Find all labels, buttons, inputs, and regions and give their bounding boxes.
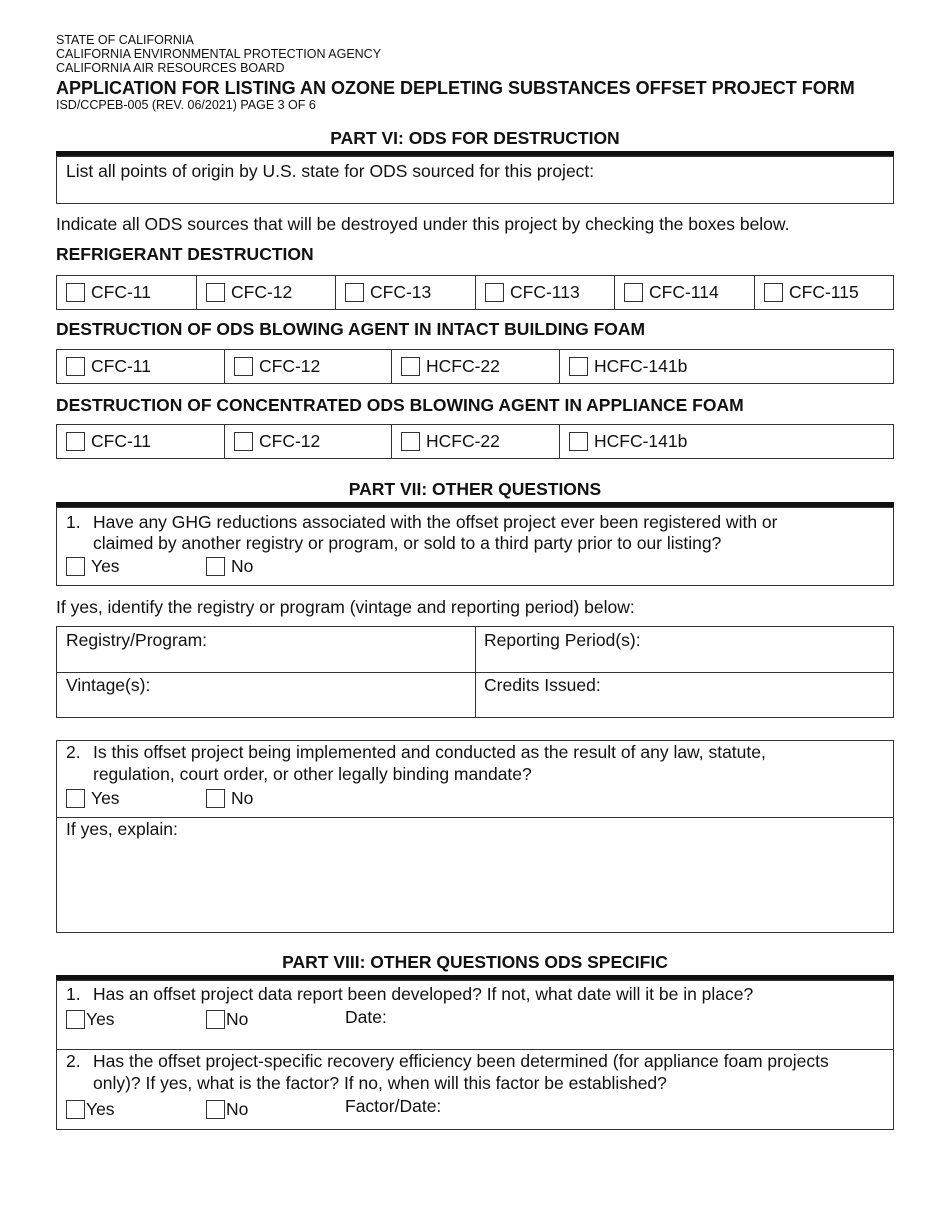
refrigerant-option[interactable]: CFC-113 <box>476 276 615 309</box>
checkbox[interactable] <box>764 283 783 302</box>
checkbox[interactable] <box>234 357 253 376</box>
appliance-foam-heading: DESTRUCTION OF CONCENTRATED ODS BLOWING AGENT IN APPLIANCE FOAM <box>56 395 744 415</box>
refrigerant-option[interactable]: CFC-115 <box>755 276 893 309</box>
q1-line1: Have any GHG reductions associated with the offset project ever been registered with or <box>93 512 778 532</box>
checkbox[interactable] <box>206 557 225 576</box>
appliance-foam-option[interactable]: HCFC-141b <box>560 425 893 458</box>
part8-title: PART VIII: OTHER QUESTIONS ODS SPECIFIC <box>282 952 668 972</box>
q2-number: 2. <box>66 742 81 762</box>
p8-q1-number: 1. <box>66 984 81 1004</box>
p8-q2-line2: only)? If yes, what is the factor? If no, when will this factor be established? <box>93 1073 667 1093</box>
building-foam-option[interactable]: CFC-11 <box>57 350 225 383</box>
part7-title: PART VII: OTHER QUESTIONS <box>348 479 602 499</box>
credits-issued-label[interactable]: Credits Issued: <box>484 675 601 695</box>
refrigerant-option[interactable]: CFC-12 <box>197 276 336 309</box>
building-foam-option[interactable]: HCFC-141b <box>560 350 893 383</box>
refrigerant-option[interactable]: CFC-13 <box>336 276 476 309</box>
part6-title: PART VI: ODS FOR DESTRUCTION <box>330 128 620 148</box>
form-title: APPLICATION FOR LISTING AN OZONE DEPLETING SUBSTANCES OFFSET PROJECT FORM <box>56 78 855 98</box>
q1-line2: claimed by another registry or program, or sold to a third party prior to our listing? <box>93 533 722 553</box>
q1-no-option[interactable]: No <box>206 556 253 577</box>
q1-number: 1. <box>66 512 81 532</box>
p8-q2-number: 2. <box>66 1051 81 1071</box>
checkbox[interactable] <box>66 789 85 808</box>
building-foam-option[interactable]: CFC-12 <box>225 350 392 383</box>
appliance-foam-option[interactable]: CFC-12 <box>225 425 392 458</box>
registry-table <box>56 626 894 718</box>
if-yes-identify: If yes, identify the registry or program (vintage and reporting period) below: <box>56 597 635 617</box>
building-foam-heading: DESTRUCTION OF ODS BLOWING AGENT IN INTACT BUILDING FOAM <box>56 319 646 339</box>
checkbox[interactable] <box>485 283 504 302</box>
vintage-label[interactable]: Vintage(s): <box>66 675 151 695</box>
header-state: STATE OF CALIFORNIA <box>56 33 194 47</box>
q2-no-option[interactable]: No <box>206 788 253 809</box>
appliance-foam-option[interactable]: HCFC-22 <box>392 425 560 458</box>
part8-box <box>56 980 894 1130</box>
refrigerant-row <box>56 275 894 310</box>
p8-q2-no-option[interactable]: No <box>206 1099 248 1120</box>
checkbox[interactable] <box>206 1100 225 1119</box>
appliance-foam-option[interactable]: CFC-11 <box>57 425 225 458</box>
checkbox[interactable] <box>66 557 85 576</box>
checkbox[interactable] <box>569 432 588 451</box>
refrigerant-heading: REFRIGERANT DESTRUCTION <box>56 244 314 264</box>
origin-label: List all points of origin by U.S. state for ODS sourced for this project: <box>66 161 595 181</box>
q2-line2: regulation, court order, or other legally binding mandate? <box>93 764 532 784</box>
building-foam-row <box>56 349 894 384</box>
reporting-period-label[interactable]: Reporting Period(s): <box>484 630 641 650</box>
form-code: ISD/CCPEB-005 (REV. 06/2021) PAGE 3 OF 6 <box>56 98 316 112</box>
ods-instructions: Indicate all ODS sources that will be destroyed under this project by checking the boxes below. <box>56 214 790 234</box>
explain-field[interactable]: If yes, explain: <box>66 819 178 839</box>
p8-q2-line1: Has the offset project-specific recovery efficiency been determined (for appliance foam projects <box>93 1051 829 1071</box>
checkbox[interactable] <box>66 1010 85 1029</box>
p8-date-label[interactable]: Date: <box>345 1007 387 1027</box>
checkbox[interactable] <box>401 432 420 451</box>
checkbox[interactable] <box>401 357 420 376</box>
registry-divider-h <box>57 672 893 673</box>
checkbox[interactable] <box>345 283 364 302</box>
q2-yes-option[interactable]: Yes <box>66 788 120 809</box>
appliance-foam-row <box>56 424 894 459</box>
p8-q1-line1: Has an offset project data report been developed? If not, what date will it be in place? <box>93 984 754 1004</box>
checkbox[interactable] <box>66 432 85 451</box>
header-agency: CALIFORNIA ENVIRONMENTAL PROTECTION AGENCY <box>56 47 382 61</box>
registry-program-label[interactable]: Registry/Program: <box>66 630 208 650</box>
p8-q1-yes-option[interactable]: Yes <box>66 1009 115 1030</box>
checkbox[interactable] <box>66 357 85 376</box>
building-foam-option[interactable]: HCFC-22 <box>392 350 560 383</box>
origin-field[interactable] <box>56 156 894 204</box>
part7-q2-box <box>56 740 894 933</box>
p8-q1-no-option[interactable]: No <box>206 1009 248 1030</box>
p8-factor-date-label[interactable]: Factor/Date: <box>345 1096 442 1116</box>
checkbox[interactable] <box>569 357 588 376</box>
checkbox[interactable] <box>234 432 253 451</box>
checkbox[interactable] <box>206 789 225 808</box>
refrigerant-option[interactable]: CFC-11 <box>57 276 197 309</box>
p8-q2-yes-option[interactable]: Yes <box>66 1099 115 1120</box>
header-board: CALIFORNIA AIR RESOURCES BOARD <box>56 61 285 75</box>
checkbox[interactable] <box>206 1010 225 1029</box>
checkbox[interactable] <box>624 283 643 302</box>
checkbox[interactable] <box>206 283 225 302</box>
q2-divider <box>57 817 893 818</box>
part7-q1-box <box>56 507 894 586</box>
checkbox[interactable] <box>66 283 85 302</box>
checkbox[interactable] <box>66 1100 85 1119</box>
q2-line1: Is this offset project being implemented and conducted as the result of any law, statute, <box>93 742 766 762</box>
refrigerant-option[interactable]: CFC-114 <box>615 276 755 309</box>
q1-yes-option[interactable]: Yes <box>66 556 120 577</box>
